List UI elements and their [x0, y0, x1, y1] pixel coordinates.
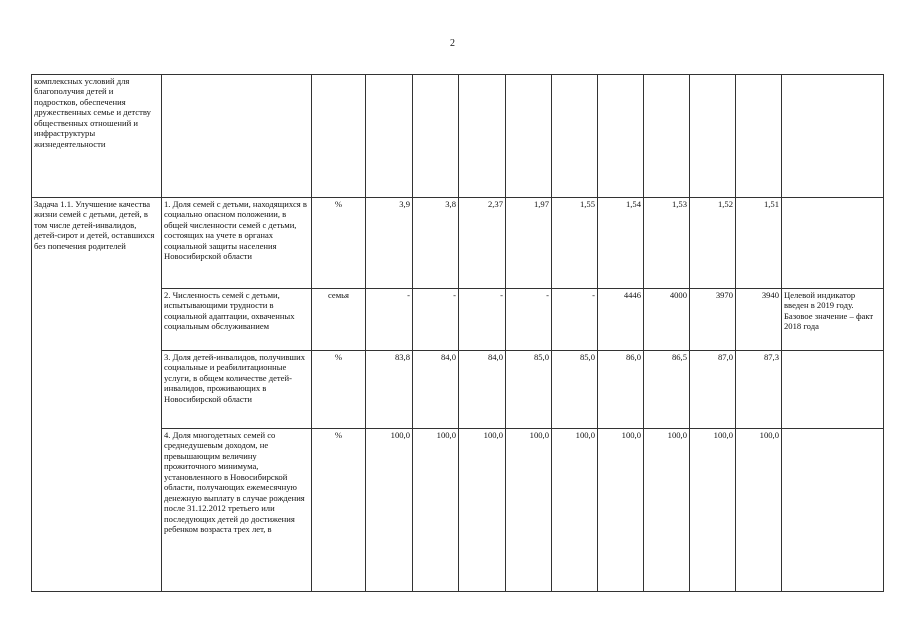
task-cell: Задача 1.1. Улучшение качества жизни семей с детьми, детей, в том числе детей-инвалидов, детей-сирот и детей, оставшихся без попечения родителей — [32, 198, 162, 592]
value-cell: 1,52 — [690, 198, 736, 289]
value-cell: 100,0 — [598, 429, 644, 592]
value-cell: 86,0 — [598, 351, 644, 429]
value-cell: 85,0 — [506, 351, 552, 429]
value-cell: 87,0 — [690, 351, 736, 429]
value-cell: 84,0 — [413, 351, 459, 429]
value-cell — [690, 75, 736, 198]
value-cell: - — [506, 289, 552, 351]
note-cell — [782, 198, 884, 289]
value-cell: 100,0 — [690, 429, 736, 592]
note-cell — [782, 351, 884, 429]
value-cell: 100,0 — [552, 429, 598, 592]
value-cell — [644, 75, 690, 198]
value-cell: 85,0 — [552, 351, 598, 429]
value-cell: 3,9 — [366, 198, 413, 289]
value-cell — [413, 75, 459, 198]
value-cell: 100,0 — [506, 429, 552, 592]
value-cell: 3,8 — [413, 198, 459, 289]
value-cell — [552, 75, 598, 198]
value-cell: - — [552, 289, 598, 351]
value-cell — [736, 75, 782, 198]
value-cell: 100,0 — [413, 429, 459, 592]
value-cell: - — [413, 289, 459, 351]
value-cell: 2,37 — [459, 198, 506, 289]
value-cell: 83,8 — [366, 351, 413, 429]
unit-cell: % — [312, 351, 366, 429]
value-cell: 1,97 — [506, 198, 552, 289]
note-cell — [782, 75, 884, 198]
value-cell: 100,0 — [459, 429, 506, 592]
value-cell — [459, 75, 506, 198]
table-row — [32, 198, 884, 289]
indicator-cell: 2. Численность семей с детьми, испытывающими трудности в социальной адаптации, охваченных социальным обслуживанием — [162, 289, 312, 351]
value-cell: 1,54 — [598, 198, 644, 289]
value-cell — [598, 75, 644, 198]
value-cell: 100,0 — [366, 429, 413, 592]
value-cell: 3940 — [736, 289, 782, 351]
indicator-cell: 3. Доля детей-инвалидов, получивших социальные и реабилитационные услуги, в общем количестве детей-инвалидов, проживающих в Новосибирской области — [162, 351, 312, 429]
table-row — [32, 75, 884, 198]
goal-cell: комплексных условий для благополучия детей и подростков, обеспечения дружественных семье и детству общественных отношений и инфраструктуры жизнедеятельности — [32, 75, 162, 198]
unit-cell: семья — [312, 289, 366, 351]
note-cell: Целевой индикатор введен в 2019 году. Базовое значение – факт 2018 года — [782, 289, 884, 351]
value-cell: - — [366, 289, 413, 351]
value-cell: 84,0 — [459, 351, 506, 429]
note-cell — [782, 429, 884, 592]
value-cell: 100,0 — [736, 429, 782, 592]
value-cell: 4446 — [598, 289, 644, 351]
value-cell: 1,51 — [736, 198, 782, 289]
page-number: 2 — [450, 38, 455, 49]
value-cell: 3970 — [690, 289, 736, 351]
value-cell: 86,5 — [644, 351, 690, 429]
value-cell: 1,55 — [552, 198, 598, 289]
unit-cell — [312, 75, 366, 198]
unit-cell: % — [312, 429, 366, 592]
value-cell — [366, 75, 413, 198]
indicator-cell — [162, 75, 312, 198]
value-cell: 100,0 — [644, 429, 690, 592]
indicators-table — [31, 74, 884, 592]
indicator-cell: 4. Доля многодетных семей со среднедушевым доходом, не превышающим величину прожиточного минимума, установленного в Новосибирской области, получающих ежемесячную денежную выплату в случае рождения после 31.12.2012 третьего или последующих детей до достижения ребенком возраста трех лет, в — [162, 429, 312, 592]
value-cell — [506, 75, 552, 198]
value-cell: 87,3 — [736, 351, 782, 429]
unit-cell: % — [312, 198, 366, 289]
value-cell: 1,53 — [644, 198, 690, 289]
value-cell: 4000 — [644, 289, 690, 351]
indicator-cell: 1. Доля семей с детьми, находящихся в социально опасном положении, в общей численности семей с детьми, состоящих на учете в органах социальной защиты населения Новосибирской области — [162, 198, 312, 289]
value-cell: - — [459, 289, 506, 351]
